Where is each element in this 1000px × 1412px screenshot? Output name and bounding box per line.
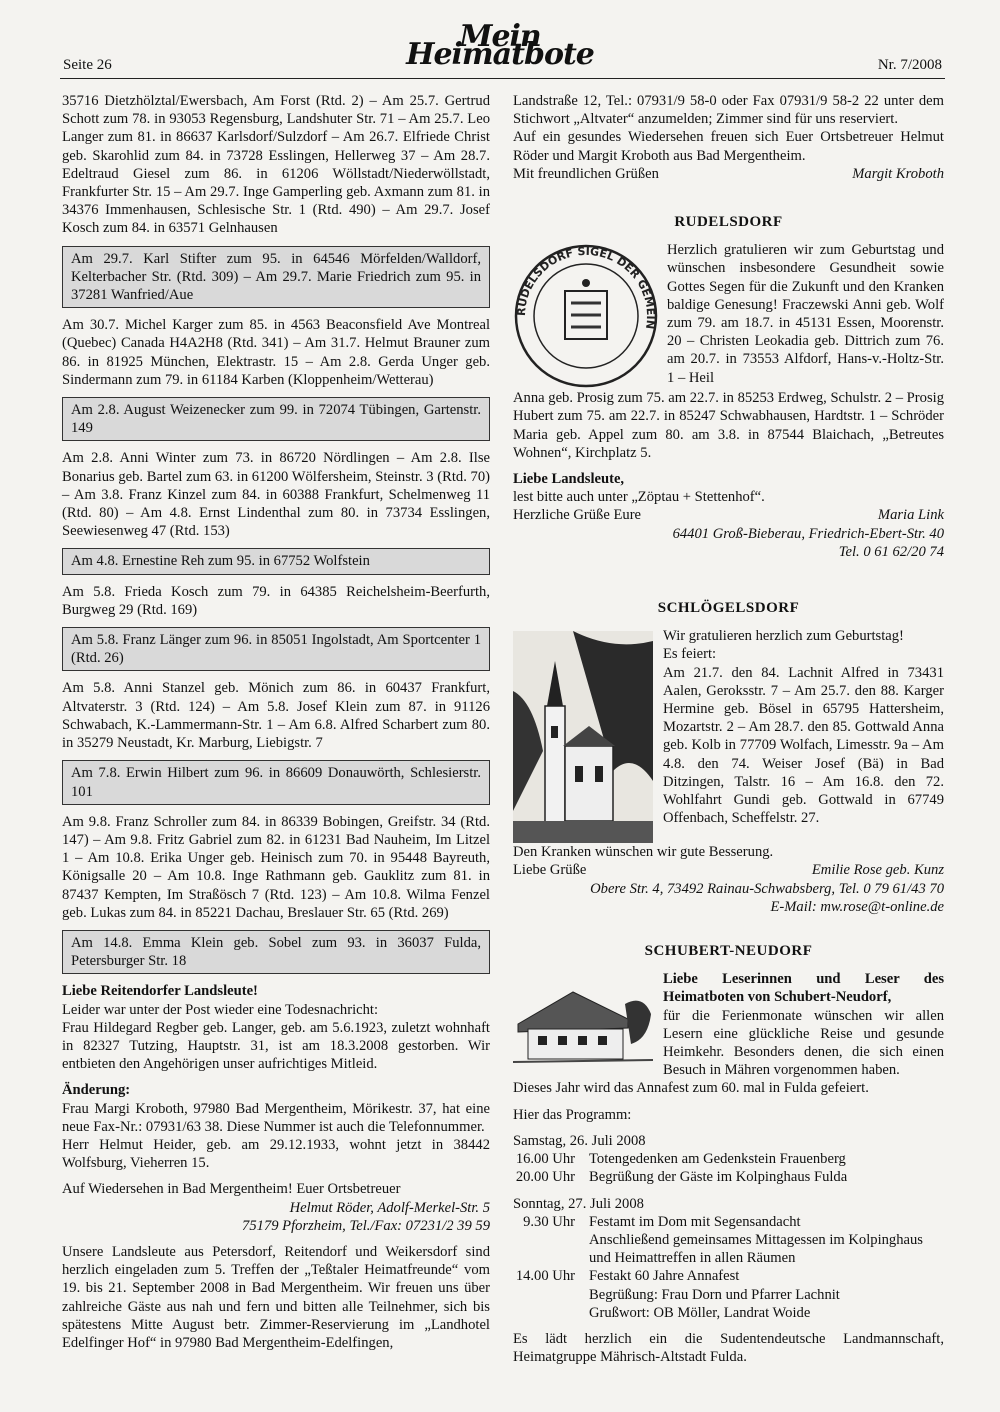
signature: 75179 Pforzheim, Tel./Fax: 07231/2 39 59: [242, 1217, 490, 1234]
paragraph: Landstraße 12, Tel.: 07931/9 58-0 oder Fax 07931/9 58-2 22 unter dem Stichwort „Altvater“ anzumelden; Zimmer sind für uns reserviert.: [513, 93, 944, 128]
program-item: [513, 1286, 944, 1304]
program-day: Sonntag, 27. Juli 2008: [513, 1195, 644, 1212]
section-heading: Liebe Landsleute,: [513, 471, 625, 488]
program-text: Totengedenken am Gedenkstein Frauenberg: [589, 1151, 846, 1168]
program-text: Festakt 60 Jahre Annafest: [589, 1268, 740, 1285]
paragraph: Den Kranken wünschen wir gute Besserung.: [513, 844, 774, 861]
rudelsdorf-list: Fraczewski Anni geb. Wolf zum 79. am 18.7. in 45131 Essen, Moorenstr. 20 – Christen Leokadia geb. Dittrich zum 76. am 20.7. in 73553 Alfdorf, Hans-v.-Holtz-Str. 1 – Heil: [667, 296, 944, 386]
program-item: [513, 1231, 944, 1267]
program-list: [513, 1150, 944, 1186]
left-column: [62, 92, 490, 1352]
schloegelsdorf-text: [663, 627, 944, 843]
church-image: [513, 631, 653, 843]
paragraph: Dieses Jahr wird das Annafest zum 60. mal in Fulda gefeiert.: [513, 1080, 869, 1097]
birthday-list: 35716 Dietzhölztal/Ewersbach, Am Forst (Rtd. 2) – Am 25.7. Gertrud Schott zum 78. in 93053 Regensburg, Landshuter Str. 71 – Am 25.7. Leo Langer zum 81. in 86637 Karlsdorf/Sulzdorf – Am 26.7. Elfriede Christ geb. Skarohlid zum 84. in 73728 Esslingen, Hellerweg 37 – Am 28.7. Edeltraud Giesel zum 86. in 61206 Wöllstadt/Niederwöllstadt, Frankfurter Str. 15 – Am 29.7. Inge Gamperling geb. Axmann zum 81. in 34376 Immenhausen, Schlesische Str. 1 (Rtd. 490) – Am 29.7. Josef Kosch zum 84. in 63571 Gelnhausen: [62, 93, 490, 237]
birthday-list: Am 30.7. Michel Karger zum 85. in 4563 Beaconsfield Ave Montreal (Quebec) Canada H4A2H8 (Rtd. 341) – Am 31.7. Helmut Brauner zum 86. in 81925 München, Elektrastr. 15 – Am 2.8. Gerda Unger geb. Sindermann zum 79. in 61184 Karben (Kloppenheim/Wetterau): [62, 317, 490, 388]
program-time: 14.00 Uhr: [515, 1268, 575, 1285]
birthday-box: Am 2.8. August Weizenecker zum 99. in 72074 Tübingen, Gartenstr. 149: [62, 397, 490, 441]
email: E-Mail: mw.rose@t-online.de: [770, 898, 944, 915]
paragraph: Auf ein gesundes Wiedersehen freuen sich Euer Ortsbetreuer Helmut Röder und Margit Kroboth aus Bad Mergentheim.: [513, 129, 944, 164]
program-time: 9.30 Uhr: [523, 1213, 575, 1230]
paragraph: Hier das Programm:: [513, 1106, 632, 1123]
schubert-text: [663, 970, 944, 1079]
signature-line: [513, 165, 944, 183]
signature-line: [513, 506, 944, 524]
section-heading: Liebe Leserinnen und Leser des Heimatboten von Schubert-Neudorf,: [663, 971, 944, 1006]
signature: Maria Link: [877, 507, 944, 524]
page-number: Seite 26: [63, 57, 112, 73]
program-text: Anschließend gemeinsames Mittagessen im Kolpinghaus und Heimattreffen in allen Räumen: [589, 1231, 923, 1267]
section-heading: Änderung:: [62, 1082, 131, 1099]
address: Obere Str. 4, 73492 Rainau-Schwabsberg, Tel. 0 79 61/43 70: [590, 880, 944, 897]
program-text: Begrüßung: Frau Dorn und Pfarrer Lachnit: [589, 1286, 840, 1303]
paragraph: Es feiert:: [663, 646, 717, 663]
farmhouse-image: [513, 984, 653, 1066]
program-time: [513, 1286, 589, 1304]
birthday-list: Am 5.8. Anni Stanzel geb. Mönich zum 86. in 60437 Frankfurt, Altvaterstr. 3 (Rtd. 124) – Am 5.8. Josef Klein zum 87. in 91126 Schwabach, K.-Lammermann-Str. 1 – Am 6.8. Alfred Scharbert zum 80. in 35279 Neustadt, Kr. Marburg, Liebigstr. 7: [62, 680, 490, 752]
paragraph: Wir gratulieren herzlich zum Geburtstag!: [663, 628, 904, 645]
program-item: [513, 1304, 944, 1322]
birthday-list: Am 5.8. Frieda Kosch zum 79. in 64385 Reichelsheim-Beerfurth, Burgweg 29 (Rtd. 169): [62, 583, 490, 618]
program-item: [513, 1150, 944, 1168]
paragraph: Am 21.7. den 84. Lachnit Alfred in 73431 Aalen, Geroksstr. 7 – Am 25.7. den 88. Karger Hermine geb. Bösel in 65795 Hattersheim, Mozartstr. 2 – Am 28.7. den 85. Gottwald Anna geb. Kolb in 77709 Wolfach, Limesstr. 9a – Am 4.8. den 74. Weiser Josef (Bä) in Bad Ditzingen, Talstr. 16 – Am 16.8. den 72. Wohlfahrt Gundi geb. Gottwald in 67749 Offenbach, Scheffelstr. 27.: [663, 664, 944, 827]
paragraph: Frau Margi Kroboth, 97980 Bad Mergentheim, Mörikestr. 37, hat eine neue Fax-Nr.: 07931/63 38. Diese Nummer ist auch die Telefonnummer.: [62, 1100, 490, 1135]
paragraph: Frau Hildegard Regber geb. Langer, geb. am 5.6.1923, zuletzt wohnhaft in 82327 Tutzing, Hauptstr. 31, ist am 18.3.2008 gestorben. Wir entbieten den Angehörigen unser aufrichtiges Mitleid.: [62, 1019, 490, 1073]
birthday-box: Am 4.8. Ernestine Reh zum 95. in 67752 Wolfstein: [62, 548, 490, 574]
greeting: Liebe Grüße: [513, 862, 587, 879]
schubert-block: [513, 970, 944, 1079]
schloegelsdorf-block: [513, 627, 944, 843]
program-item: [513, 1267, 944, 1285]
section-heading: Liebe Reitendorfer Landsleute!: [62, 983, 258, 1000]
birthday-box: Am 29.7. Karl Stifter zum 95. in 64546 Mörfelden/Walldorf, Kelterbacher Str. (Rtd. 309) – Am 29.7. Marie Friedrich zum 95. in 37281 Wanfried/Aue: [62, 246, 490, 309]
paragraph: Es lädt herzlich ein die Sudentendeutsche Landmannschaft, Heimatgruppe Mährisch-Altstadt Fulda.: [513, 1330, 944, 1366]
section-heading: SCHLÖGELSDORF: [657, 600, 800, 617]
program-item: [513, 1213, 944, 1231]
program-item: [513, 1168, 944, 1186]
greeting: Herzliche Grüße Eure: [513, 507, 642, 524]
signature: Emilie Rose geb. Kunz: [811, 862, 944, 879]
program-day: Samstag, 26. Juli 2008: [513, 1132, 646, 1149]
rudelsdorf-greeting: Herzlich gratulieren wir zum Geburtstag und wünschen insbesondere Gesundheit sowie Gottes Segen für die Zukunft und den Kranken baldige Genesung!: [667, 242, 944, 313]
program-time: 16.00 Uhr: [515, 1151, 575, 1168]
birthday-list: Am 9.8. Franz Schroller zum 84. in 86339 Bobingen, Greifstr. 34 (Rtd. 147) – Am 9.8. Fritz Gabriel zum 82. in 61231 Bad Nauheim, Im Litzel 1 – Am 10.8. Erika Unger geb. Heinisch zum 70. in 95448 Bayreuth, Königsalle 20 – Am 10.8. Inge Rathmann geb. Gauklitz zum 81. in 87437 Kempten, Im Straßösch 7 (Rtd. 123) – Am 10.8. Wilma Fenzel geb. Lukas zum 84. in 85221 Dachau, Breslauer Str. 65 (Rtd. 269): [62, 813, 490, 921]
birthday-box: Am 5.8. Franz Länger zum 96. in 85051 Ingolstadt, Am Sportcenter 1 (Rtd. 26): [62, 627, 490, 671]
right-column: [513, 92, 944, 1366]
paragraph: Leider war unter der Post wieder eine Todesnachricht:: [62, 1001, 379, 1018]
signature: Margit Kroboth: [852, 165, 944, 182]
paragraph: lest bitte auch unter „Zöptau + Stettenhof“.: [513, 489, 765, 506]
program-text: Begrüßung der Gäste im Kolpinghaus Fulda: [589, 1169, 848, 1186]
address: 64401 Groß-Bieberau, Friedrich-Ebert-Str. 40: [672, 525, 944, 542]
program-time: 20.00 Uhr: [515, 1169, 575, 1186]
section-heading: SCHUBERT-NEUDORF: [644, 943, 813, 960]
birthday-box: Am 14.8. Emma Klein geb. Sobel zum 93. in 36037 Fulda, Petersburger Str. 18: [62, 930, 490, 974]
issue-number: Nr. 7/2008: [877, 57, 942, 73]
svg-text:RUDELSDORF SIGEL DER GEMEIN: [515, 245, 657, 330]
program-text: Festamt im Dom mit Segensandacht: [589, 1213, 801, 1230]
paragraph: [667, 241, 944, 389]
paragraph: Anna geb. Prosig zum 75. am 22.7. in 85253 Erdweg, Schulstr. 2 – Prosig Hubert zum 75. am 22.7. in 85247 Schwabhausen, Hardtstr. 1 – Schröder Maria geb. Appel zum 80. am 3.8. in 87544 Blaichach, „Betreutes Wohnen“, Kirchplatz 5.: [513, 390, 944, 461]
section-heading: RUDELSDORF: [674, 214, 783, 231]
program-list: [513, 1213, 944, 1322]
paragraph: Herr Helmut Heider, geb. am 29.12.1933, wohnt jetzt in 38442 Wolfsburg, Vieherren 15.: [62, 1136, 490, 1172]
birthday-box: Am 7.8. Erwin Hilbert zum 96. in 86609 Donauwörth, Schlesierstr. 101: [62, 760, 490, 804]
header-divider: [60, 78, 945, 79]
program-time: [513, 1231, 589, 1267]
birthday-list: Am 2.8. Anni Winter zum 73. in 86720 Nördlingen – Am 2.8. Ilse Bonarius geb. Bartel zum 63. in 61200 Wölfersheim, Steinstr. 3 (Rtd. 70) – Am 3.8. Franz Kinzel zum 84. in 60388 Frankfurt, Schelmenweg 11 (Rtd. 80) – Am 4.8. Ernst Lindenthal zum 80. in 73734 Esslingen, Seewiesenweg 47 (Rtd. 153): [62, 450, 490, 540]
program-time: [513, 1304, 589, 1322]
greeting: Mit freundlichen Grüßen: [513, 165, 659, 182]
phone: Tel. 0 61 62/20 74: [838, 543, 944, 560]
masthead-logo: Mein Heimatbote: [406, 19, 594, 73]
seal-lettering: RUDELSDORF SIGEL DER GEMEIN: [514, 245, 658, 331]
signature-line: [513, 861, 944, 879]
town-seal-image: [513, 243, 659, 389]
paragraph: für die Ferienmonate wünschen wir allen Lesern eine glückliche Reise und gesunde Heimkehr. Besonders denen, die sich einen Besuch in Mähren vorgenommen haben.: [663, 1007, 944, 1079]
program-text: Grußwort: OB Möller, Landrat Woide: [589, 1304, 811, 1321]
paragraph: Auf Wiedersehen in Bad Mergentheim! Euer Ortsbetreuer: [62, 1181, 401, 1198]
signature: Helmut Röder, Adolf-Merkel-Str. 5: [289, 1199, 490, 1216]
paragraph: Unsere Landsleute aus Petersdorf, Reitendorf und Weikersdorf sind herzlich eingeladen zum 5. Treffen der „Teßtaler Heimatfreunde“ vom 19. bis 21. September 2008 in Bad Mergentheim. Wir freuen uns über zahlreiche Gäste aus nah und fern und bitten alle Teilnehmer, sich bis spätestens Mitte August betr. Zimmer-Reservierung im „Landhotel Edelfinger Hof“ in 97980 Bad Mergentheim-Edelfingen,: [62, 1243, 490, 1351]
rudelsdorf-block: [513, 241, 944, 389]
